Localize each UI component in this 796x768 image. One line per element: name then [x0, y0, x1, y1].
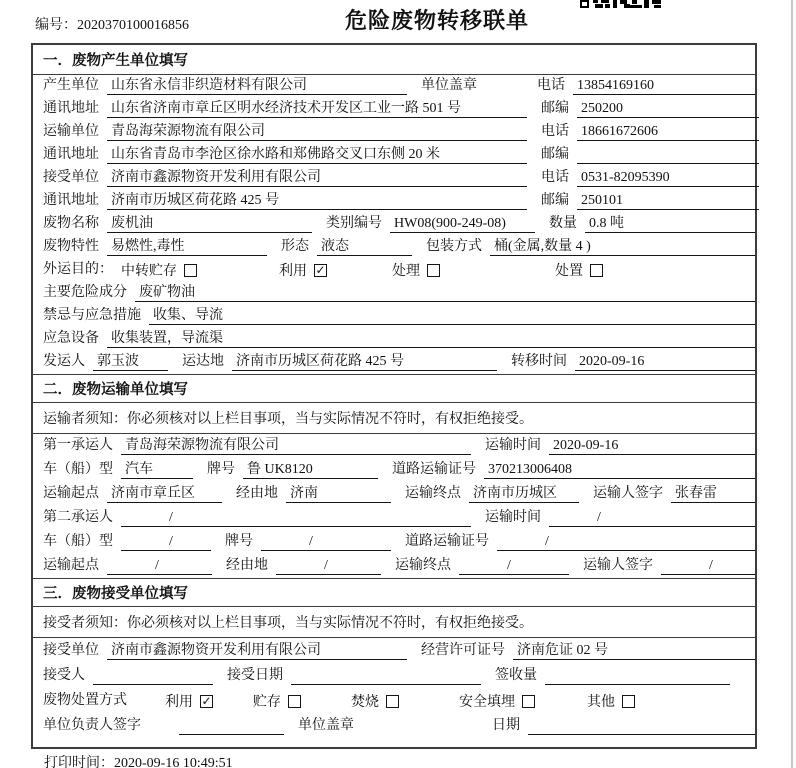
- checkbox-label: 中转贮存: [121, 264, 177, 279]
- field-label: 类别编号: [326, 216, 382, 231]
- field-label: 包装方式: [426, 239, 482, 254]
- field-value: /: [549, 509, 755, 527]
- field-value: 收集、导流: [149, 307, 755, 325]
- field-label: 运输时间: [485, 510, 541, 525]
- field-value: 0.8 吨: [585, 215, 755, 233]
- print-time: [44, 752, 233, 768]
- field-value: 济南市历城区荷花路 425 号: [232, 353, 497, 371]
- field-label: 单位负责人签字: [43, 718, 141, 733]
- field-value: 13854169160: [573, 77, 755, 95]
- section-header: 三．废物接受单位填写: [33, 579, 755, 607]
- form-row: [33, 663, 755, 688]
- checkbox-unchecked: [590, 264, 603, 277]
- field-value: 0531-82095390: [577, 169, 759, 187]
- checkbox-unchecked: [386, 695, 399, 708]
- field-value: /: [459, 557, 569, 575]
- checkbox-item: [279, 261, 327, 279]
- notice-text: 接受者须知：你必须核对以上栏目事项，当与实际情况不符时，有权拒绝接受。: [33, 607, 755, 638]
- checkbox-checked: ✓: [315, 262, 326, 277]
- right-group: [541, 146, 759, 164]
- form-row: [33, 121, 755, 144]
- field-value: 济南市章丘区: [107, 485, 222, 503]
- field-label: 经由地: [236, 486, 278, 501]
- field-label: 废物特性: [43, 239, 99, 254]
- field-label: 运输人签字: [593, 486, 663, 501]
- field-label: 发运人: [43, 354, 85, 369]
- field-value: 山东省青岛市李沧区徐水路和郑佛路交叉口东侧 20 米: [107, 146, 527, 164]
- field-value: 废矿物油: [135, 284, 755, 302]
- field-label: 邮编: [541, 147, 569, 162]
- form-row: [33, 213, 755, 236]
- checkbox-item: [555, 261, 603, 279]
- field-value: 2020-09-16: [575, 353, 755, 371]
- field-value: /: [276, 557, 381, 575]
- form-row: [33, 167, 755, 190]
- notice-text: 运输者须知：你必须核对以上栏目事项，当与实际情况不符时，有权拒绝接受。: [33, 403, 755, 434]
- spacer: [149, 734, 179, 735]
- field-value: 鲁 UK8120: [243, 461, 378, 479]
- checkbox-checked: ✓: [201, 693, 212, 708]
- field-label: 数量: [549, 216, 577, 231]
- spacer: [301, 709, 351, 710]
- checkbox-unchecked: [184, 264, 197, 277]
- right-group: [541, 169, 759, 187]
- field-value: 250101: [577, 192, 759, 210]
- field-value: 液态: [317, 238, 412, 256]
- field-label: 牌号: [225, 534, 253, 549]
- field-label: 外运目的：: [43, 262, 113, 277]
- field-label: 接受日期: [227, 668, 283, 683]
- field-value: 济南危证 02 号: [513, 642, 755, 660]
- field-label: 日期: [492, 718, 520, 733]
- field-label: 形态: [281, 239, 309, 254]
- checkbox-item: [587, 692, 635, 710]
- form-title: 危险废物转移联单: [344, 8, 529, 33]
- field-label: 废物名称: [43, 216, 99, 231]
- field-label: 通讯地址: [43, 147, 99, 162]
- field-value: 370213006408: [484, 461, 755, 479]
- field-label: 接受单位: [43, 643, 99, 658]
- checkbox-label: 贮存: [253, 695, 281, 710]
- form-row: [33, 236, 755, 259]
- checkbox-label: 利用: [279, 264, 307, 279]
- print-time-label: 打印时间：: [44, 756, 114, 768]
- spacer: [327, 278, 392, 279]
- checkbox-unchecked: [622, 695, 635, 708]
- field-label: 禁忌与应急措施: [43, 308, 141, 323]
- checkbox-item: [351, 692, 399, 710]
- field-label: 单位盖章: [298, 718, 354, 733]
- form-row: [33, 190, 755, 213]
- checkbox-label: 处置: [555, 264, 583, 279]
- field-label: 主要危险成分: [43, 285, 127, 300]
- form-row: [33, 305, 755, 328]
- field-value: /: [107, 557, 212, 575]
- field-label: 产生单位: [43, 78, 99, 93]
- section-header: 二．废物运输单位填写: [33, 375, 755, 403]
- field-label: 通讯地址: [43, 193, 99, 208]
- field-value: [179, 717, 284, 735]
- field-label: 运输起点: [43, 558, 99, 573]
- field-label: 牌号: [207, 462, 235, 477]
- field-value: 250200: [577, 100, 759, 118]
- form-row: [33, 506, 755, 530]
- form-row: [33, 713, 755, 738]
- form-row: [33, 282, 755, 305]
- checkbox-item: [253, 692, 301, 710]
- print-time-value: 2020-09-16 10:49:51: [114, 756, 233, 768]
- field-label: 邮编: [541, 193, 569, 208]
- field-label: 邮编: [541, 101, 569, 116]
- right-group: [537, 77, 755, 95]
- field-value: 青岛海荣源物流有限公司: [107, 123, 527, 141]
- form-row: [33, 530, 755, 554]
- section: [33, 374, 755, 578]
- right-group: [541, 100, 759, 118]
- form-row: [33, 554, 755, 578]
- field-value: 张春雷: [671, 485, 755, 503]
- right-group: [541, 192, 759, 210]
- checkbox-label: 其他: [587, 695, 615, 710]
- field-value: 废机油: [107, 215, 312, 233]
- field-label: 通讯地址: [43, 101, 99, 116]
- checkbox-label: 利用: [165, 695, 193, 710]
- field-value: 易燃性,毒性: [107, 238, 267, 256]
- field-label: 电话: [537, 78, 565, 93]
- spacer: [362, 734, 492, 735]
- checkbox-item: [165, 692, 213, 710]
- field-label: 运输时间: [485, 438, 541, 453]
- field-value: [528, 717, 755, 735]
- field-value: 济南市历城区: [469, 485, 579, 503]
- field-label: 应急设备: [43, 331, 99, 346]
- field-label: 电话: [541, 170, 569, 185]
- form-row: [33, 434, 755, 458]
- spacer: [399, 709, 459, 710]
- field-label: 第二承运人: [43, 510, 113, 525]
- form-row: [33, 144, 755, 167]
- checkbox-label: 焚烧: [351, 695, 379, 710]
- field-value: 济南市鑫源物资开发利用有限公司: [107, 169, 527, 187]
- field-label: 运输单位: [43, 124, 99, 139]
- field-label: 运达地: [182, 354, 224, 369]
- section: [33, 45, 755, 374]
- checkbox-label: 安全填埋: [459, 695, 515, 710]
- checkbox-label: 处理: [392, 264, 420, 279]
- field-label: 单位盖章: [421, 78, 477, 93]
- qr-code-fragment: [580, 0, 665, 9]
- field-value: [545, 667, 730, 685]
- form-row: [33, 638, 755, 663]
- field-value: 收集装置，导流渠: [107, 330, 755, 348]
- field-value: 青岛海荣源物流有限公司: [121, 437, 471, 455]
- field-value: 汽车: [121, 461, 193, 479]
- spacer: [197, 278, 279, 279]
- field-label: 运输终点: [395, 558, 451, 573]
- field-label: 签收量: [495, 668, 537, 683]
- field-label: 道路运输证号: [392, 462, 476, 477]
- field-value: /: [497, 533, 755, 551]
- field-value: [577, 146, 759, 164]
- form-row: [33, 482, 755, 506]
- spacer: [535, 709, 587, 710]
- field-value: 济南: [286, 485, 391, 503]
- field-value: 济南市鑫源物资开发利用有限公司: [107, 642, 407, 660]
- field-label: 电话: [541, 124, 569, 139]
- form-table: [31, 43, 757, 749]
- checkbox-item: [392, 261, 440, 279]
- field-label: 运输人签字: [583, 558, 653, 573]
- form-row: [33, 98, 755, 121]
- field-value: 郭玉波: [93, 353, 168, 371]
- section-header: 一．废物产生单位填写: [33, 45, 755, 75]
- field-label: 道路运输证号: [405, 534, 489, 549]
- checkbox-unchecked: [427, 264, 440, 277]
- form-row: [33, 458, 755, 482]
- field-label: 经营许可证号: [421, 643, 505, 658]
- page-edge-line: [791, 0, 793, 768]
- serial-number: 2020370100016856: [77, 18, 189, 33]
- field-label: 第一承运人: [43, 438, 113, 453]
- field-label: 车（船）型: [43, 462, 113, 477]
- field-label: 经由地: [226, 558, 268, 573]
- field-value: 18661672606: [577, 123, 759, 141]
- checkbox-unchecked: [288, 695, 301, 708]
- field-label: 运输终点: [405, 486, 461, 501]
- spacer: [135, 709, 165, 710]
- field-label: 运输起点: [43, 486, 99, 501]
- field-value: /: [261, 533, 391, 551]
- section: [33, 578, 755, 738]
- field-value: 山东省永信非织造材料有限公司: [107, 77, 407, 95]
- form-row: [33, 259, 755, 282]
- form-row: [33, 75, 755, 98]
- spacer: [440, 278, 555, 279]
- field-value: /: [661, 557, 755, 575]
- field-value: 桶(金属,数量 4 ): [490, 238, 755, 256]
- field-value: [93, 667, 213, 685]
- spacer: [213, 709, 253, 710]
- field-value: HW08(900-249-08): [390, 215, 535, 233]
- form-row: [33, 328, 755, 351]
- right-group: [541, 123, 759, 141]
- field-value: [291, 667, 481, 685]
- field-value: 山东省济南市章丘区明水经济技术开发区工业一路 501 号: [107, 100, 527, 118]
- field-label: 接受人: [43, 668, 85, 683]
- field-label: 车（船）型: [43, 534, 113, 549]
- field-value: /: [121, 509, 471, 527]
- form-row: [33, 351, 755, 374]
- checkbox-unchecked: [522, 695, 535, 708]
- field-label: 废物处置方式: [43, 693, 127, 708]
- field-label: 转移时间: [511, 354, 567, 369]
- form-row: [33, 688, 755, 713]
- field-value: 2020-09-16: [549, 437, 755, 455]
- serial-label: 编号：: [35, 18, 77, 33]
- checkbox-item: [459, 692, 535, 710]
- field-label: 接受单位: [43, 170, 99, 185]
- field-value: /: [121, 533, 211, 551]
- checkbox-item: [121, 261, 197, 279]
- field-value: 济南市历城区荷花路 425 号: [107, 192, 527, 210]
